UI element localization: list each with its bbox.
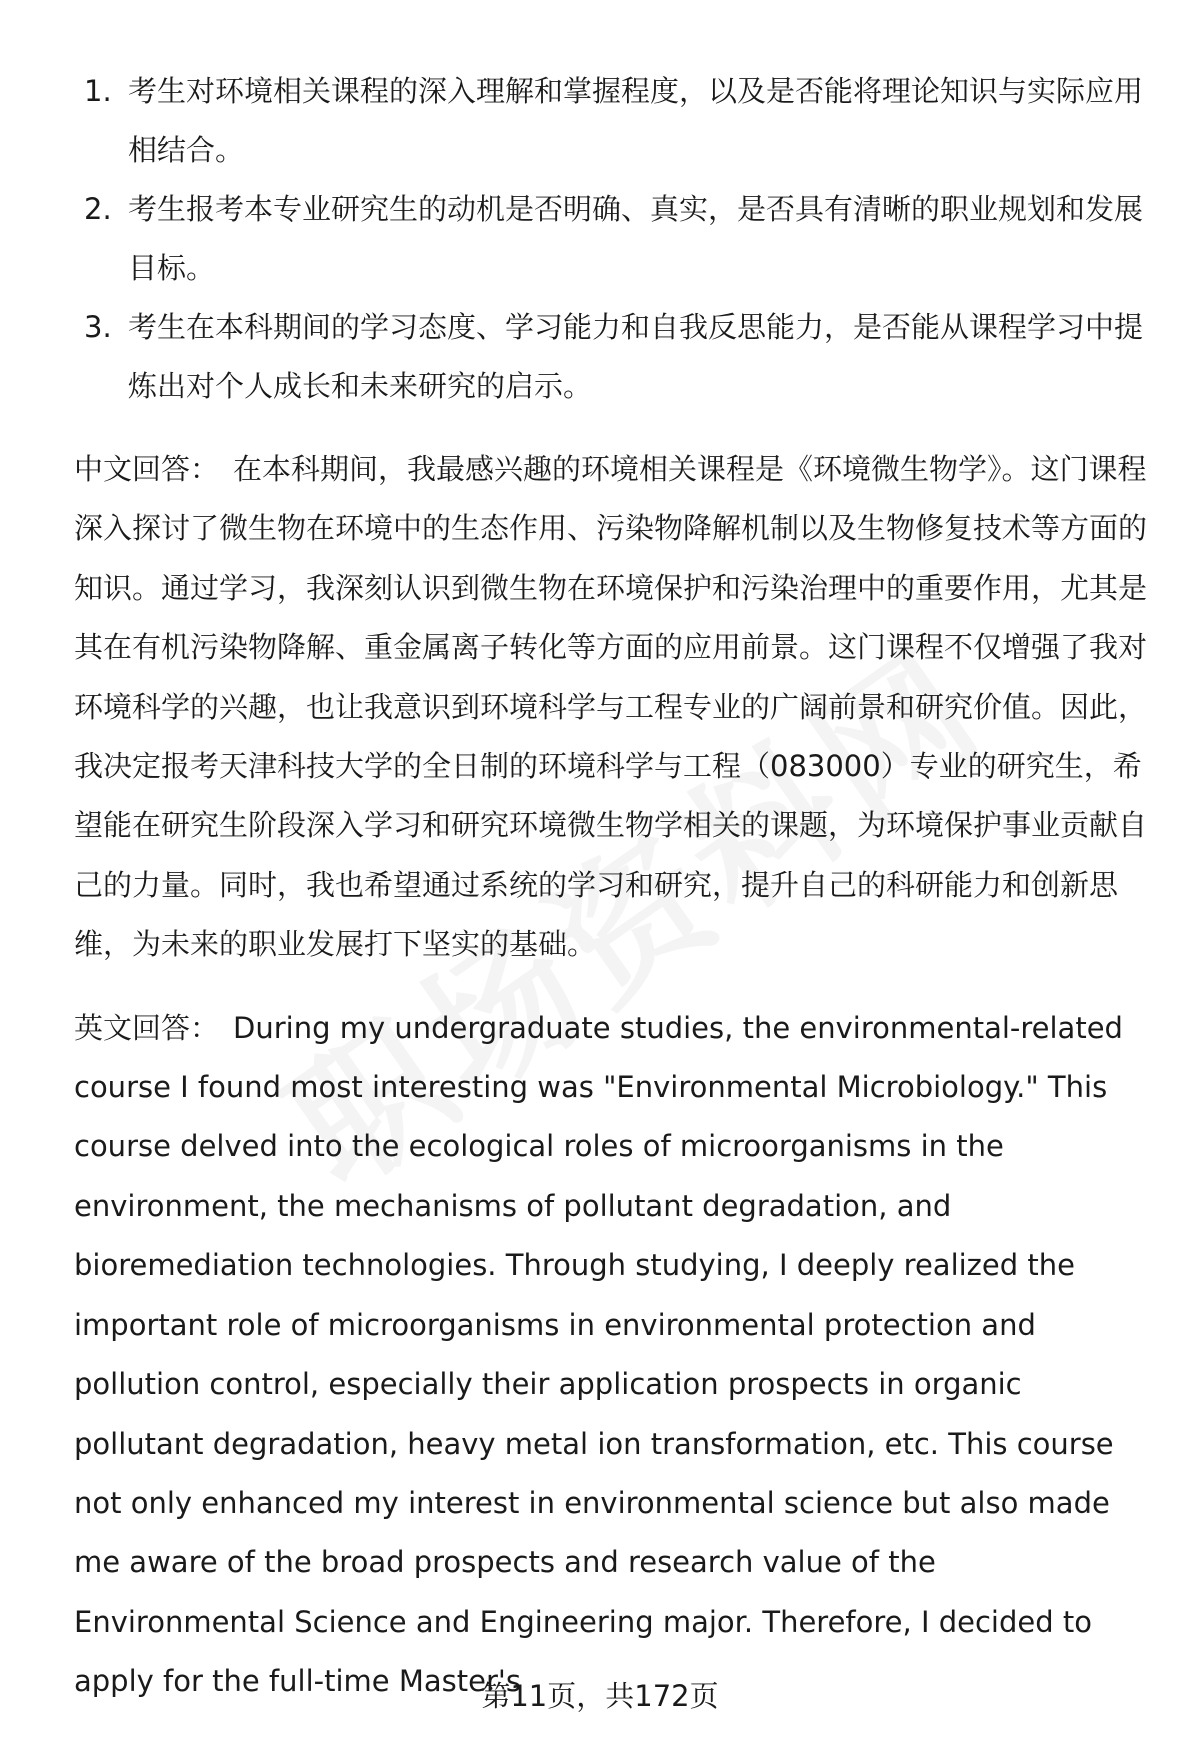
criteria-text: 考生在本科期间的学习态度、学习能力和自我反思能力，是否能从课程学习中提炼出对个人成长和未来研究的启示。 bbox=[128, 310, 1144, 403]
criteria-item bbox=[74, 180, 1154, 298]
chinese-answer-paragraph bbox=[74, 440, 1154, 975]
english-answer-paragraph bbox=[74, 999, 1154, 1712]
criteria-number: 1. bbox=[84, 74, 112, 108]
criteria-item bbox=[74, 62, 1154, 180]
criteria-text: 考生对环境相关课程的深入理解和掌握程度，以及是否能将理论知识与实际应用相结合。 bbox=[128, 74, 1144, 167]
page-number-footer: 第11页，共172页 bbox=[481, 1679, 719, 1713]
criteria-text: 考生报考本专业研究生的动机是否明确、真实，是否具有清晰的职业规划和发展目标。 bbox=[128, 192, 1144, 285]
chinese-answer-text: 在本科期间，我最感兴趣的环境相关课程是《环境微生物学》。这门课程深入探讨了微生物在环境中的生态作用、污染物降解机制以及生物修复技术等方面的知识。通过学习，我深刻认识到微生物在环境保护和污染治理中的重要作用，尤其是其在有机污染物降解、重金属离子转化等方面的应用前景。这门课程不仅增强了我对环境科学的兴趣，也让我意识到环境科学与工程专业的广阔前景和研究价值。因此，我决定报考天津科技大学的全日制的环境科学与工程（083000）专业的研究生，希望能在研究生阶段深入学习和研究环境微生物学相关的课题，为环境保护事业贡献自己的力量。同时，我也希望通过系统的学习和研究，提升自己的科研能力和创新思维，为未来的职业发展打下坚实的基础。 bbox=[74, 452, 1148, 962]
criteria-item bbox=[74, 298, 1154, 416]
criteria-number: 2. bbox=[84, 192, 112, 226]
english-answer-text: During my undergraduate studies, the environmental-related course I found most interesting was "Environmental Microbiology." This course delved into the ecological roles of microorganisms in the environment, the mechanisms of pollutant degradation, and bioremediation technologies. Through studying, I deeply realized the important role of microorganisms in environmental protection and pollution control, especially their application prospects in organic pollutant degradation, heavy metal ion transformation, etc. This course not only enhanced my interest in environmental science but also made me aware of the broad prospects and research value of the Environmental Science and Engineering major. Therefore, I decided to apply for the full-time Master's bbox=[74, 1010, 1123, 1699]
chinese-answer-label: 中文回答： bbox=[74, 452, 220, 486]
evaluation-criteria-list bbox=[74, 62, 1154, 416]
english-answer-label: 英文回答： bbox=[74, 1010, 220, 1045]
document-page bbox=[74, 62, 1154, 1712]
criteria-number: 3. bbox=[84, 310, 112, 344]
